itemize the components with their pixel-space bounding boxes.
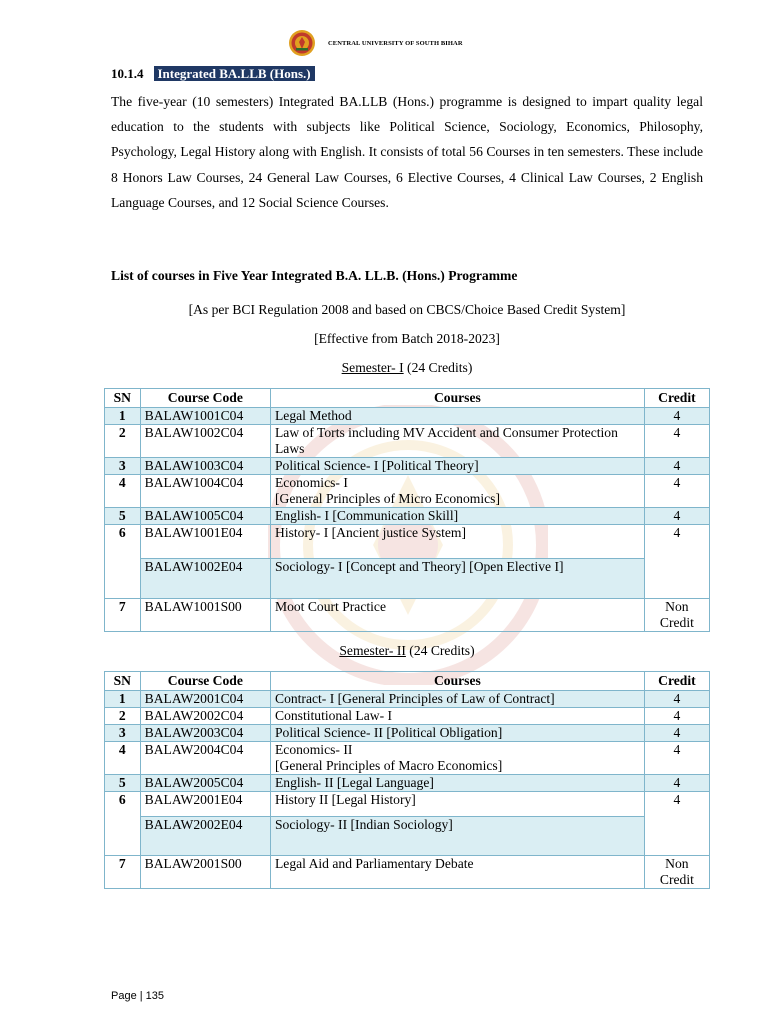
- row-credit: Non Credit: [644, 599, 709, 632]
- row-course-line-2: [General Principles of Macro Economics]: [275, 758, 503, 773]
- row-course: Legal Aid and Parliamentary Debate: [271, 856, 645, 889]
- row-course: History II [Legal History]: [271, 792, 645, 817]
- column-header-courses: Courses: [271, 672, 645, 691]
- page-header: [288, 28, 463, 58]
- row-sn: 4: [105, 475, 141, 508]
- row-code: BALAW1002C04: [140, 425, 270, 458]
- row-sn: 6: [105, 525, 141, 599]
- column-header-credit: Credit: [644, 672, 709, 691]
- table-row: [105, 775, 710, 792]
- column-header-courses: Courses: [271, 389, 645, 408]
- table-row: [105, 508, 710, 525]
- table-row: [105, 458, 710, 475]
- row-course: Moot Court Practice: [271, 599, 645, 632]
- row-credit: 4: [644, 691, 709, 708]
- row-course: [271, 475, 645, 508]
- table-row: [105, 525, 710, 559]
- semester-2-table: [104, 671, 710, 889]
- section-title: Integrated BA.LLB (Hons.): [154, 66, 315, 81]
- row-credit: 4: [644, 475, 709, 508]
- row-code: BALAW1002E04: [140, 559, 270, 599]
- page-number: Page | 135: [111, 990, 165, 1002]
- table-row: [105, 708, 710, 725]
- row-code: BALAW1005C04: [140, 508, 270, 525]
- row-credit: 4: [644, 708, 709, 725]
- table-row: [105, 691, 710, 708]
- row-credit: Non Credit: [644, 856, 709, 889]
- semester-2-label: Semester- II: [339, 643, 406, 658]
- table-row: [105, 425, 710, 458]
- table-header-row: [105, 389, 710, 408]
- table-row: [105, 408, 710, 425]
- table-header-row: [105, 672, 710, 691]
- row-course: [271, 742, 645, 775]
- semester-1-heading: [104, 360, 710, 376]
- row-sn: 2: [105, 708, 141, 725]
- semester-2-heading: [104, 643, 710, 659]
- row-sn: 3: [105, 458, 141, 475]
- row-code: BALAW2001S00: [140, 856, 270, 889]
- row-code: BALAW2004C04: [140, 742, 270, 775]
- column-header-sn: SN: [105, 389, 141, 408]
- row-course: Constitutional Law- I: [271, 708, 645, 725]
- row-credit: 4: [644, 525, 709, 599]
- row-sn: 1: [105, 691, 141, 708]
- row-course-line-2: [General Principles of Micro Economics]: [275, 491, 500, 506]
- row-code: BALAW1001C04: [140, 408, 270, 425]
- table-row: [105, 817, 710, 856]
- regulation-note: [As per BCI Regulation 2008 and based on CBCS/Choice Based Credit System]: [188, 302, 626, 317]
- row-sn: 1: [105, 408, 141, 425]
- row-credit: 4: [644, 742, 709, 775]
- course-list-heading: List of courses in Five Year Integrated B.A. LL.B. (Hons.) Programme: [111, 268, 518, 283]
- university-logo-icon: [288, 29, 316, 57]
- row-course: Law of Torts including MV Accident and Consumer Protection Laws: [271, 425, 645, 458]
- row-course-line-1: Economics- II: [275, 742, 353, 757]
- university-name: CENTRAL UNIVERSITY OF SOUTH BIHAR: [328, 39, 463, 47]
- table-row: [105, 559, 710, 599]
- row-credit: 4: [644, 508, 709, 525]
- column-header-credit: Credit: [644, 389, 709, 408]
- table-row: [105, 792, 710, 817]
- effective-note: [Effective from Batch 2018-2023]: [314, 331, 500, 346]
- row-sn: 5: [105, 775, 141, 792]
- row-course: Sociology- I [Concept and Theory] [Open Elective I]: [271, 559, 645, 599]
- table-row: [105, 725, 710, 742]
- row-course: English- II [Legal Language]: [271, 775, 645, 792]
- row-code: BALAW1003C04: [140, 458, 270, 475]
- semester-1-table: [104, 388, 710, 632]
- column-header-code: Course Code: [140, 672, 270, 691]
- semester-1-credits: (24 Credits): [403, 360, 473, 375]
- semester-1-label: Semester- I: [341, 360, 404, 375]
- row-course: Political Science- I [Political Theory]: [271, 458, 645, 475]
- row-credit: 4: [644, 792, 709, 856]
- row-course: Contract- I [General Principles of Law of Contract]: [271, 691, 645, 708]
- row-course: History- I [Ancient justice System]: [271, 525, 645, 559]
- section-heading: [111, 66, 315, 82]
- row-credit: 4: [644, 725, 709, 742]
- table-row: [105, 475, 710, 508]
- row-sn: 5: [105, 508, 141, 525]
- row-code: BALAW1001S00: [140, 599, 270, 632]
- row-course: English- I [Communication Skill]: [271, 508, 645, 525]
- table-row: [105, 742, 710, 775]
- row-course: Sociology- II [Indian Sociology]: [271, 817, 645, 856]
- row-code: BALAW2001C04: [140, 691, 270, 708]
- table-row: [105, 856, 710, 889]
- row-sn: 3: [105, 725, 141, 742]
- row-sn: 7: [105, 599, 141, 632]
- row-course-line-1: Economics- I: [275, 475, 348, 490]
- row-sn: 7: [105, 856, 141, 889]
- row-code: BALAW2003C04: [140, 725, 270, 742]
- row-sn: 4: [105, 742, 141, 775]
- row-code: BALAW2002C04: [140, 708, 270, 725]
- row-code: BALAW1004C04: [140, 475, 270, 508]
- row-sn: 2: [105, 425, 141, 458]
- section-number: 10.1.4: [111, 66, 144, 81]
- table-row: [105, 599, 710, 632]
- row-credit: 4: [644, 775, 709, 792]
- row-credit: 4: [644, 425, 709, 458]
- row-code: BALAW2002E04: [140, 817, 270, 856]
- row-course: Legal Method: [271, 408, 645, 425]
- row-credit: 4: [644, 458, 709, 475]
- column-header-sn: SN: [105, 672, 141, 691]
- row-code: BALAW1001E04: [140, 525, 270, 559]
- row-sn: 6: [105, 792, 141, 856]
- programme-description: The five-year (10 semesters) Integrated BA.LLB (Hons.) programme is designed to impart quality legal education to the students with subjects like Political Science, Sociology, Economics, Philosophy, Psychology, Legal History along with English. It consists of total 56 Courses in ten semesters. These include 8 Honors Law Courses, 24 General Law Courses, 6 Elective Courses, 4 Clinical Law Courses, 2 English Language Courses, and 12 Social Science Courses.: [111, 94, 703, 210]
- row-code: BALAW2005C04: [140, 775, 270, 792]
- row-code: BALAW2001E04: [140, 792, 270, 817]
- column-header-code: Course Code: [140, 389, 270, 408]
- row-course: Political Science- II [Political Obligation]: [271, 725, 645, 742]
- semester-2-credits: (24 Credits): [405, 643, 475, 658]
- row-credit: 4: [644, 408, 709, 425]
